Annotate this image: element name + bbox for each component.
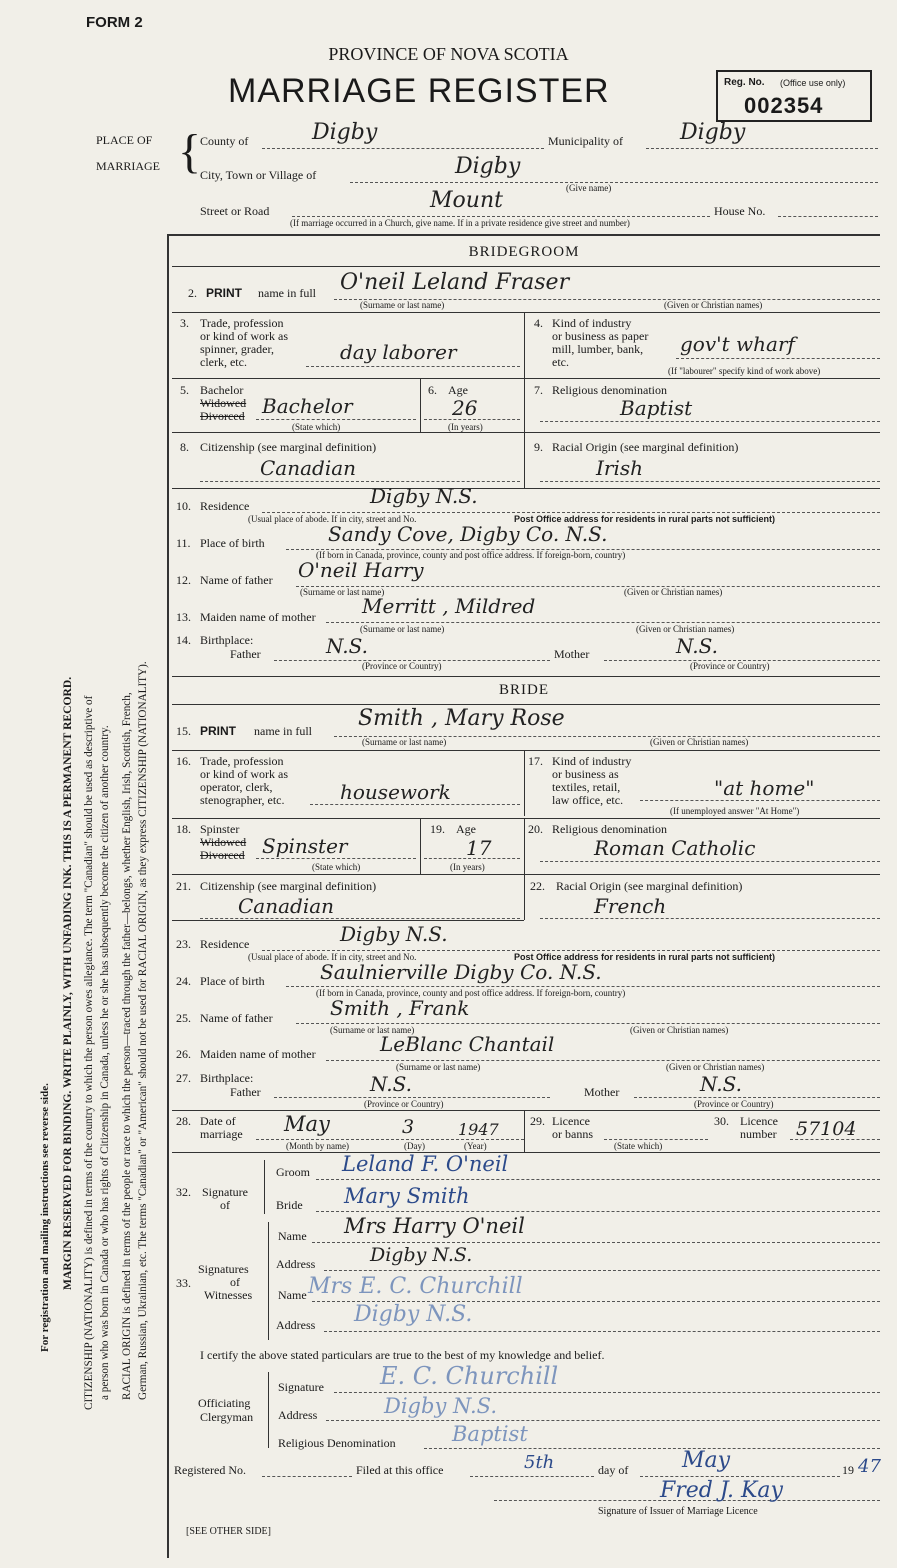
rule-750 [172, 750, 880, 751]
bride-bp-mother-label: Mother [584, 1085, 620, 1099]
give-name-note: (Give name) [566, 183, 612, 193]
form-label: FORM 2 [86, 14, 143, 31]
w1-address-value: Digby N.S. [370, 1244, 473, 1266]
groom-age-value: 26 [452, 396, 478, 420]
bride-father-line [296, 1023, 880, 1024]
w1-name-label: Name [278, 1229, 307, 1243]
groom-birthplace-num: 14. [176, 633, 191, 647]
bride-trade-num: 16. [176, 754, 191, 768]
groom-bp-father-note: (Province or Country) [362, 661, 442, 671]
groom-mother-num: 13. [176, 610, 191, 624]
groom-status-widowed: Widowed [200, 396, 247, 410]
margin-line-6: German, Russian, Ukrainian, etc. The terms "Canadian" or "American" should not be used for RACIAL ORIGIN, as they express CITIZENSHIP (NATIONALITY). [137, 661, 149, 1400]
divider-28-29 [524, 1110, 525, 1152]
groom-residence-num: 10. [176, 499, 191, 513]
wit-label-2: of [230, 1275, 240, 1289]
groom-residence-label: Residence [200, 499, 250, 513]
groom-birth-num: 11. [176, 536, 191, 550]
groom-given-note: (Given or Christian names) [664, 300, 763, 310]
groom-bp-mother-note: (Province or Country) [690, 661, 770, 671]
groom-industry-l4: etc. [552, 355, 569, 369]
municipality-line [646, 148, 878, 149]
bride-mother-value: LeBlanc Chantail [380, 1032, 555, 1056]
place-brace: { [178, 125, 202, 178]
filed-month-line [640, 1476, 840, 1477]
rule-1110 [172, 1110, 880, 1111]
date-label-2: marriage [200, 1127, 243, 1141]
groom-residence-note-a: (Usual place of abode. If in city, street and No. [248, 514, 417, 524]
bride-trade-l2: or kind of work as [200, 767, 288, 781]
off-sig-line [334, 1392, 880, 1393]
groom-birth-label: Place of birth [200, 536, 265, 550]
groom-trade-value: day laborer [340, 340, 457, 364]
bride-industry-note: (If unemployed answer "At Home") [670, 806, 800, 816]
w1-address-label: Address [276, 1257, 316, 1271]
groom-name-num: 2. [188, 286, 197, 300]
city-line [350, 182, 878, 183]
bride-sig-value: Mary Smith [344, 1184, 470, 1208]
groom-industry-l3: mill, lumber, bank, [552, 342, 644, 356]
date-year-note: (Year) [464, 1141, 487, 1151]
registered-label: Registered No. [174, 1463, 246, 1477]
divider-3-4 [524, 312, 525, 378]
city-label: City, Town or Village of [200, 168, 317, 182]
bride-birth-label: Place of birth [200, 974, 265, 988]
divider-16-17 [524, 750, 525, 816]
groom-mother-surname-note: (Surname or last name) [360, 624, 445, 634]
groom-industry-num: 4. [534, 316, 543, 330]
divider-5-6 [420, 378, 421, 432]
w2-name-value: Mrs E. C. Churchill [308, 1274, 523, 1299]
groom-mother-value: Merritt , Mildred [362, 594, 536, 618]
groom-citizenship-label: Citizenship (see marginal definition) [200, 440, 377, 454]
off-religion-value: Baptist [452, 1422, 528, 1446]
licence-label-2: or banns [552, 1127, 593, 1141]
issuer-signature: Fred J. Kay [660, 1478, 783, 1503]
groom-age-label: Age [448, 383, 468, 397]
groom-industry-l2: or business as paper [552, 329, 649, 343]
bride-bp-mother-value: N.S. [700, 1072, 742, 1096]
bride-residence-label: Residence [200, 937, 250, 951]
house-line [778, 216, 878, 217]
bride-citizenship-value: Canadian [238, 894, 335, 918]
groom-sig-label: Groom [276, 1165, 310, 1179]
bride-residence-value: Digby N.S. [340, 922, 448, 946]
bride-industry-num: 17. [528, 754, 543, 768]
groom-father-label: Name of father [200, 573, 273, 587]
off-religion-line [424, 1448, 880, 1449]
bride-industry-l4: law office, etc. [552, 793, 624, 807]
city-value: Digby [455, 154, 521, 179]
rule-1152 [172, 1152, 880, 1153]
groom-citizenship-value: Canadian [260, 456, 357, 480]
w2-address-line [324, 1331, 880, 1332]
bride-father-given-note: (Given or Christian names) [630, 1025, 729, 1035]
groom-residence-line [262, 512, 880, 513]
groom-bp-father-label: Father [230, 647, 261, 661]
bride-trade-line [310, 804, 520, 805]
groom-surname-note: (Surname or last name) [360, 300, 445, 310]
county-value: Digby [312, 120, 378, 145]
licence-state: (State which) [614, 1141, 663, 1151]
bride-birthplace-num: 27. [176, 1071, 191, 1085]
rule-378 [172, 378, 880, 379]
bride-citizenship-label: Citizenship (see marginal definition) [200, 879, 377, 893]
place-heading-1: PLACE OF [96, 133, 153, 147]
bride-trade-l1: Trade, profession [200, 754, 284, 768]
municipality-value: Digby [680, 120, 746, 145]
rule-488 [172, 488, 880, 489]
bride-residence-note-b: Post Office address for residents in rural parts not sufficient) [514, 952, 776, 962]
bride-racial-value: French [594, 894, 667, 918]
bride-racial-label: Racial Origin (see marginal definition) [556, 879, 743, 893]
province-heading: PROVINCE OF NOVA SCOTIA [328, 44, 569, 64]
date-day-value: 3 [402, 1116, 415, 1138]
groom-sig-value: Leland F. O'neil [342, 1152, 509, 1176]
groom-trade-l3: spinner, grader, [200, 342, 275, 356]
divider-18-19 [420, 818, 421, 874]
bride-bp-father-value: N.S. [370, 1072, 412, 1096]
groom-religion-line [540, 421, 880, 422]
bride-bp-father-line [274, 1097, 550, 1098]
groom-father-value: O'neil Harry [298, 558, 424, 582]
bride-name-label: name in full [254, 724, 312, 738]
bride-father-num: 25. [176, 1011, 191, 1025]
off-address-line [326, 1420, 880, 1421]
rule-432 [172, 432, 880, 433]
filed-day-value: 5th [524, 1452, 555, 1473]
groom-status-bachelor: Bachelor [200, 383, 244, 397]
form-title: MARRIAGE REGISTER [228, 72, 610, 110]
groom-citizenship-line [200, 481, 520, 482]
licence-number-value: 57104 [796, 1118, 857, 1140]
bride-mother-given-note: (Given or Christian names) [666, 1062, 765, 1072]
bride-sig-line [316, 1211, 880, 1212]
bride-citizenship-num: 21. [176, 879, 191, 893]
bride-citizenship-line [200, 918, 520, 919]
bride-name-num: 15. [176, 724, 191, 738]
off-address-value: Digby N.S. [384, 1394, 497, 1418]
bride-bp-mother-note: (Province or Country) [694, 1099, 774, 1109]
groom-birth-value: Sandy Cove, Digby Co. N.S. [328, 522, 608, 546]
bride-given-note: (Given or Christian names) [650, 737, 749, 747]
rule-676 [172, 676, 880, 677]
county-line [262, 148, 544, 149]
groom-citizenship-num: 8. [180, 440, 189, 454]
licence-number-label-2: number [740, 1127, 777, 1141]
off-brace [268, 1372, 269, 1448]
bridegroom-heading-rule [172, 266, 880, 267]
date-year-value: 1947 [458, 1120, 499, 1139]
bride-status-num: 18. [176, 822, 191, 836]
sig-num: 32. [176, 1185, 191, 1199]
bride-status-line [256, 858, 416, 859]
bride-religion-line [540, 861, 880, 862]
street-line [292, 216, 710, 217]
bride-mother-num: 26. [176, 1047, 191, 1061]
groom-name-value: O'neil Leland Fraser [340, 270, 570, 295]
bride-industry-value: "at home" [714, 776, 815, 800]
wit-brace [268, 1222, 269, 1340]
groom-sig-line [316, 1179, 880, 1180]
licence-num: 29. [530, 1114, 545, 1128]
divider-6-7 [524, 378, 525, 432]
street-value: Mount [430, 188, 503, 213]
house-label: House No. [714, 204, 766, 218]
off-sig-label: Signature [278, 1380, 324, 1394]
w2-name-label: Name [278, 1288, 307, 1302]
bride-industry-l1: Kind of industry [552, 754, 632, 768]
street-note: (If marriage occurred in a Church, give name. If in a private residence give street and number) [290, 218, 630, 228]
filed-label: Filed at this office [356, 1463, 444, 1477]
groom-age-num: 6. [428, 383, 437, 397]
off-address-label: Address [278, 1408, 318, 1422]
bride-birthplace-label: Birthplace: [200, 1071, 254, 1085]
bride-birth-note: (If born in Canada, province, county and post office address. If foreign-born, country) [316, 988, 626, 998]
bride-religion-num: 20. [528, 822, 543, 836]
bride-sig-label: Bride [276, 1198, 303, 1212]
rule-874 [172, 874, 880, 875]
wit-label-3: Witnesses [204, 1288, 253, 1302]
groom-birthplace-label: Birthplace: [200, 633, 254, 647]
groom-residence-value: Digby N.S. [370, 484, 478, 508]
bride-racial-num: 22. [530, 879, 545, 893]
groom-status-num: 5. [180, 383, 189, 397]
groom-name-print: PRINT [206, 286, 242, 300]
w1-name-line [312, 1242, 880, 1243]
street-label: Street or Road [200, 204, 270, 218]
municipality-label: Municipality of [548, 134, 623, 148]
reg-number: 002354 [744, 93, 824, 118]
groom-trade-l4: clerk, etc. [200, 355, 247, 369]
groom-status-line [256, 419, 416, 420]
bridegroom-heading: BRIDEGROOM [468, 244, 580, 260]
groom-name-label: name in full [258, 286, 316, 300]
frame-top-border [167, 234, 880, 236]
bride-heading-rule [172, 704, 880, 705]
filed-year-value: 47 [858, 1456, 881, 1477]
groom-status-divorced: Divorced [200, 409, 245, 423]
bride-age-value: 17 [466, 836, 492, 860]
reg-number-box [716, 70, 872, 122]
groom-religion-value: Baptist [620, 396, 693, 420]
bride-age-label: Age [456, 822, 476, 836]
wit-label-1: Signatures [198, 1262, 249, 1276]
divider-8-9 [524, 432, 525, 488]
licence-number-num: 30. [714, 1114, 729, 1128]
groom-trade-line [306, 366, 520, 367]
bride-mother-label: Maiden name of mother [200, 1047, 316, 1061]
county-label: County of [200, 134, 249, 148]
rule-312 [172, 312, 880, 313]
groom-industry-l1: Kind of industry [552, 316, 632, 330]
margin-line-4: a person who was born in Canada or who has rights of Citizenship in Canada, unless he or she has subsequently become the citizen of another country. [99, 725, 111, 1400]
margin-line-5: RACIAL ORIGIN is defined in terms of the people or race to which the person—traced through the father—belongs, whether English, Irish, Scottish, French, [121, 692, 133, 1400]
groom-industry-note: (If "labourer" specify kind of work above) [668, 366, 821, 376]
year-prefix: 19 [842, 1463, 854, 1477]
rule-818 [172, 818, 880, 819]
frame-left-border [167, 234, 169, 1558]
bride-in-years: (In years) [450, 862, 485, 872]
bride-heading: BRIDE [499, 682, 549, 698]
groom-racial-num: 9. [534, 440, 543, 454]
off-religion-label: Religious Denomination [278, 1436, 396, 1450]
groom-racial-line [540, 481, 880, 482]
groom-trade-l2: or kind of work as [200, 329, 288, 343]
bride-status-value: Spinster [262, 834, 348, 858]
bride-trade-value: housework [340, 780, 451, 804]
groom-mother-label: Maiden name of mother [200, 610, 316, 624]
bride-religion-value: Roman Catholic [594, 836, 756, 860]
groom-birth-note: (If born in Canada, province, county and post office address. If foreign-born, country) [316, 550, 626, 560]
off-sig-value: E. C. Churchill [380, 1362, 559, 1390]
day-of-label: day of [598, 1463, 629, 1477]
date-month-note: (Month by name) [286, 1141, 349, 1151]
filed-month-value: May [682, 1448, 731, 1473]
bride-father-value: Smith , Frank [330, 996, 470, 1020]
groom-father-num: 12. [176, 573, 191, 587]
groom-state-which: (State which) [292, 422, 341, 432]
w1-name-value: Mrs Harry O'neil [344, 1214, 525, 1238]
bride-birth-num: 24. [176, 974, 191, 988]
rule-920 [172, 920, 524, 921]
groom-father-surname-note: (Surname or last name) [300, 587, 385, 597]
groom-bp-father-value: N.S. [326, 634, 368, 658]
reg-label: Reg. No. [724, 77, 765, 88]
bride-name-print: PRINT [200, 724, 236, 738]
bride-surname-note: (Surname or last name) [362, 737, 447, 747]
groom-bp-mother-value: N.S. [676, 634, 718, 658]
bride-bp-father-note: (Province or Country) [364, 1099, 444, 1109]
bride-religion-label: Religious denomination [552, 822, 667, 836]
filed-day-line [470, 1476, 594, 1477]
bride-father-label: Name of father [200, 1011, 273, 1025]
bride-age-num: 19. [430, 822, 445, 836]
registered-line [262, 1476, 352, 1477]
date-line [256, 1139, 524, 1140]
w2-address-value: Digby N.S. [354, 1302, 473, 1327]
bride-state-which: (State which) [312, 862, 361, 872]
date-num: 28. [176, 1114, 191, 1128]
bride-industry-l3: textiles, retail, [552, 780, 621, 794]
licence-number-label-1: Licence [740, 1114, 778, 1128]
wit-num: 33. [176, 1276, 191, 1290]
w2-address-label: Address [276, 1318, 316, 1332]
date-label-1: Date of [200, 1114, 236, 1128]
bride-industry-line [640, 800, 880, 801]
groom-industry-line [676, 358, 880, 359]
bride-industry-l2: or business as [552, 767, 619, 781]
groom-in-years: (In years) [448, 422, 483, 432]
reg-note: (Office use only) [780, 78, 846, 88]
groom-mother-line [326, 622, 880, 623]
licence-label-1: Licence [552, 1114, 590, 1128]
issuer-label: Signature of Issuer of Marriage Licence [598, 1506, 758, 1517]
groom-racial-value: Irish [596, 456, 644, 480]
sig-label-2: of [220, 1198, 230, 1212]
place-heading-2: MARRIAGE [96, 159, 161, 173]
groom-residence-note-b: Post Office address for residents in rural parts not sufficient) [514, 514, 776, 524]
groom-bp-mother-label: Mother [554, 647, 590, 661]
margin-line-1: For registration and mailing instructions see reverse side. [39, 1083, 51, 1352]
groom-industry-value: gov't wharf [680, 332, 795, 356]
groom-status-value: Bachelor [262, 394, 353, 418]
groom-trade-l1: Trade, profession [200, 316, 284, 330]
see-other-side: [SEE OTHER SIDE] [186, 1526, 271, 1537]
bride-father-surname-note: (Surname or last name) [330, 1025, 415, 1035]
sig-brace [264, 1160, 265, 1214]
bride-trade-l3: operator, clerk, [200, 780, 273, 794]
bride-status-spinster: Spinster [200, 822, 240, 836]
bride-bp-mother-line [634, 1097, 880, 1098]
bride-name-value: Smith , Mary Rose [358, 706, 565, 731]
groom-mother-given-note: (Given or Christian names) [636, 624, 735, 634]
certify-text: I certify the above stated particulars are true to the best of my knowledge and belief. [200, 1348, 605, 1362]
bride-birth-line [286, 986, 880, 987]
bride-trade-l4: stenographer, etc. [200, 793, 285, 807]
off-label-2: Clergyman [200, 1410, 254, 1424]
date-month-value: May [284, 1112, 330, 1136]
bride-racial-line [540, 918, 880, 919]
off-label-1: Officiating [198, 1396, 251, 1410]
margin-line-3: CITIZENSHIP (NATIONALITY) is defined in terms of the country to which the person owes allegiance. The term "Canadian" should be used as descriptive of [83, 695, 95, 1410]
bride-mother-surname-note: (Surname or last name) [396, 1062, 481, 1072]
divider-21-22 [524, 874, 525, 920]
groom-religion-label: Religious denomination [552, 383, 667, 397]
bride-residence-note-a: (Usual place of abode. If in city, street and No. [248, 952, 417, 962]
bride-residence-line [262, 950, 880, 951]
bride-residence-num: 23. [176, 937, 191, 951]
groom-father-given-note: (Given or Christian names) [624, 587, 723, 597]
sig-label-1: Signature [202, 1185, 248, 1199]
bride-status-divorced: Divorced [200, 848, 245, 862]
bride-bp-father-label: Father [230, 1085, 261, 1099]
bride-birth-value: Saulnierville Digby Co. N.S. [320, 960, 602, 984]
divider-19-20 [524, 818, 525, 874]
margin-line-2: MARGIN RESERVED FOR BINDING. WRITE PLAINLY, WITH UNFADING INK. THIS IS A PERMANENT RECORD. [61, 676, 74, 1290]
bride-status-widowed: Widowed [200, 835, 247, 849]
groom-racial-label: Racial Origin (see marginal definition) [552, 440, 739, 454]
groom-religion-num: 7. [534, 383, 543, 397]
groom-trade-num: 3. [180, 316, 189, 330]
date-day-note: (Day) [404, 1141, 425, 1151]
licence-line [604, 1139, 708, 1140]
bride-mother-line [326, 1060, 880, 1061]
w1-address-line [324, 1270, 880, 1271]
